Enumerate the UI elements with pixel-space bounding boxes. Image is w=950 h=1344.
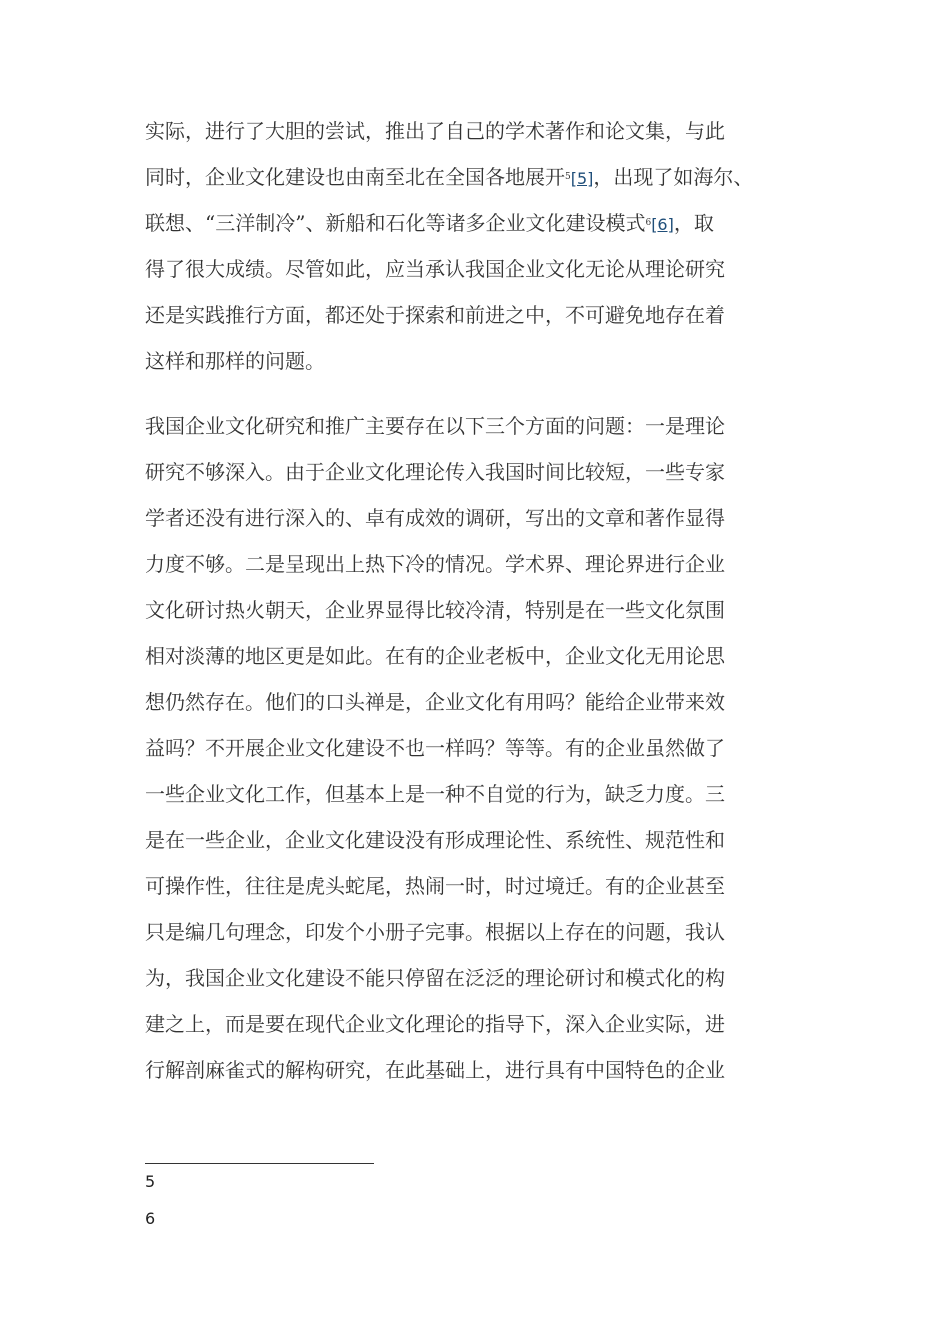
text-line: 这样和那样的问题。 — [145, 349, 325, 373]
text-run: 联想、“三洋制冷”、新船和石化等诸多企业文化建设模式 — [145, 211, 646, 235]
text-line: 为，我国企业文化建设不能只停留在泛泛的理论研讨和模式化的构 — [145, 966, 725, 990]
text-line: 是在一些企业，企业文化建设没有形成理论性、系统性、规范性和 — [145, 828, 725, 852]
paragraph — [145, 108, 753, 384]
text-line: 力度不够。二是呈现出上热下冷的情况。学术界、理论界进行企业 — [145, 552, 725, 576]
text-run: 同时，企业文化建设也由南至北在全国各地展开 — [145, 165, 565, 189]
text-line: 文化研讨热火朝天，企业界显得比较冷清，特别是在一些文化氛围 — [145, 598, 725, 622]
text-line: 还是实践推行方面，都还处于探索和前进之中，不可避免地存在着 — [145, 303, 725, 327]
footnote-marker: 6 — [645, 218, 652, 229]
text-line: 益吗？不开展企业文化建设不也一样吗？等等。有的企业虽然做了 — [145, 736, 725, 760]
citation-link[interactable]: [6] — [651, 215, 674, 234]
text-line: 只是编几句理念，印发个小册子完事。根据以上存在的问题，我认 — [145, 920, 725, 944]
text-line: 建之上，而是要在现代企业文化理论的指导下，深入企业实际，进 — [145, 1012, 725, 1036]
text-line: 相对淡薄的地区更是如此。在有的企业老板中，企业文化无用论思 — [145, 644, 725, 668]
text-line: 一些企业文化工作，但基本上是一种不自觉的行为，缺乏力度。三 — [145, 782, 725, 806]
footnote-separator — [145, 1163, 374, 1164]
text-line: 实际，进行了大胆的尝试，推出了自己的学术著作和论文集，与此 — [145, 119, 725, 143]
text-run: ，出现了如海尔、 — [593, 165, 754, 189]
text-line — [145, 200, 753, 246]
text-run: ，取 — [673, 211, 714, 235]
text-line: 行解剖麻雀式的解构研究，在此基础上，进行具有中国特色的企业 — [145, 1058, 725, 1082]
text-line: 我国企业文化研究和推广主要存在以下三个方面的问题：一是理论 — [145, 414, 725, 438]
text-line: 研究不够深入。由于企业文化理论传入我国时间比较短，一些专家 — [145, 460, 725, 484]
footnote-marker: 5 — [565, 172, 571, 183]
text-line: 得了很大成绩。尽管如此，应当承认我国企业文化无论从理论研究 — [145, 257, 725, 281]
footnote-5: 5 — [145, 1172, 156, 1191]
footnote-6: 6 — [145, 1209, 156, 1228]
text-line: 可操作性，往往是虎头蛇尾，热闹一时，时过境迁。有的企业甚至 — [145, 874, 725, 898]
text-line: 想仍然存在。他们的口头禅是，企业文化有用吗？能给企业带来效 — [145, 690, 725, 714]
citation-link[interactable]: [5] — [570, 169, 594, 188]
text-line — [145, 154, 753, 200]
text-line: 学者还没有进行深入的、卓有成效的调研，写出的文章和著作显得 — [145, 506, 725, 530]
paragraph — [145, 403, 725, 1093]
